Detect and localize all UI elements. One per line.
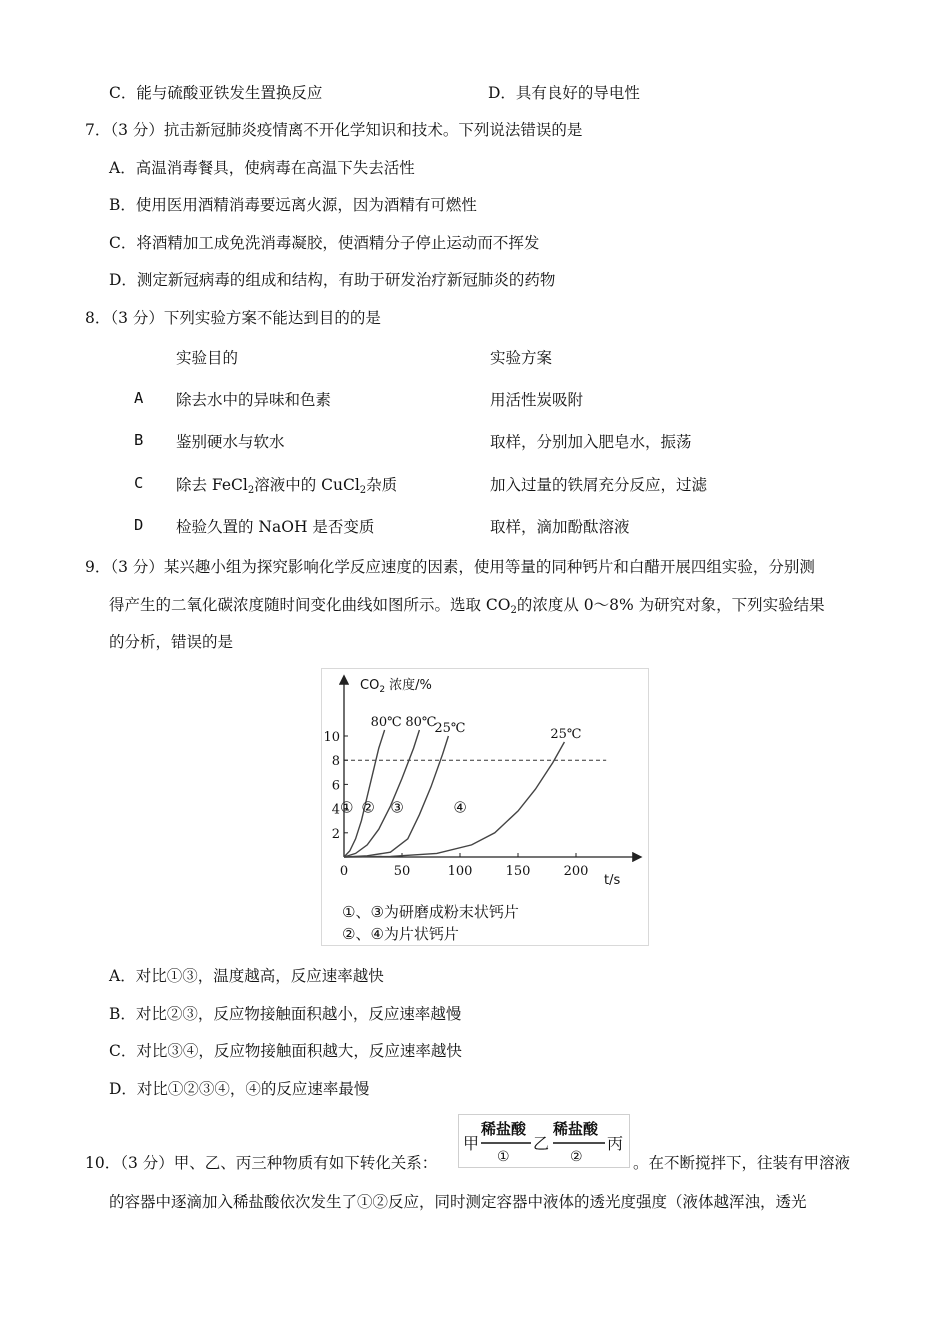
formula-jia: 甲 xyxy=(463,1134,480,1153)
y-tick-label: 2 xyxy=(331,826,340,842)
formula-bing: 丙 xyxy=(607,1134,624,1153)
q8-row-a-key: A xyxy=(134,389,144,407)
formula-reagent-1: 稀盐酸 xyxy=(481,1120,527,1138)
q9-option-d: D．对比①②③④，④的反应速率最慢 xyxy=(109,1080,370,1098)
series-line-1 xyxy=(344,730,385,857)
legend-note-1: ①、③为研磨成粉末状钙片 xyxy=(342,903,519,921)
series-temp-label-3: 25℃ xyxy=(434,721,466,736)
series-temp-label-2: 80℃ xyxy=(405,714,437,730)
q8-row-b-plan: 取样，分别加入肥皂水，振荡 xyxy=(490,433,692,451)
q8-row-d-plan: 取样，滴加酚酞溶液 xyxy=(490,518,630,536)
q8-row-b-key: B xyxy=(134,431,144,449)
q9-option-b: B．对比②③，反应物接触面积越小，反应速率越慢 xyxy=(109,1005,462,1023)
x-tick-label: 100 xyxy=(447,864,473,879)
q9-stem-line1: 9．（3 分）某兴趣小组为探究影响化学反应速度的因素，使用等量的同种钙片和白醋开展四组实验，分别测 xyxy=(85,558,815,576)
q7-stem: 7．（3 分）抗击新冠肺炎疫情离不开化学知识和技术。下列说法错误的是 xyxy=(85,121,583,139)
y-axis-label: $CO_2$ 浓度/% xyxy=(360,678,432,695)
q8-row-c-key: C xyxy=(134,474,144,492)
q9-stem-line2: 得产生的二氧化碳浓度随时间变化曲线如图所示。选取 $CO_2$的浓度从 0～8% 为研究对象，下列实验结果 xyxy=(109,596,825,616)
legend-note-2: ②、④为片状钙片 xyxy=(342,925,459,943)
chart-svg xyxy=(322,669,648,945)
q8-row-c-plan: 加入过量的铁屑充分反应，过滤 xyxy=(490,476,708,494)
series-marker-2: ② xyxy=(361,798,375,817)
q8-row-b-purpose: 鉴别硬水与软水 xyxy=(176,433,285,451)
q6-option-d: D．具有良好的导电性 xyxy=(488,84,640,102)
series-marker-3: ③ xyxy=(390,798,404,817)
q8-row-a-purpose: 除去水中的异味和色素 xyxy=(176,391,332,409)
q7-option-a: A．高温消毒餐具，使病毒在高温下失去活性 xyxy=(109,159,415,177)
q9-stem-line3: 的分析，错误的是 xyxy=(109,633,234,651)
q7-option-d: D．测定新冠病毒的组成和结构，有助于研发治疗新冠肺炎的药物 xyxy=(109,271,556,289)
q8-row-a-plan: 用活性炭吸附 xyxy=(490,391,584,409)
q8-row-c-purpose: 除去 FeCl$_2$溶液中的 CuCl$_2$杂质 xyxy=(176,476,398,496)
x-tick-label: 0 xyxy=(339,864,349,879)
q8-row-d-purpose: 检验久置的 NaOH 是否变质 xyxy=(176,518,375,536)
series-marker-1: ① xyxy=(339,798,354,817)
x-tick-label: 150 xyxy=(505,864,531,879)
formula-step-2: ② xyxy=(570,1149,583,1165)
series-temp-label-1: 80℃ xyxy=(370,714,402,730)
q9-option-c: C．对比③④，反应物接触面积越大，反应速率越快 xyxy=(109,1042,462,1060)
q10-stem-line2: 的容器中逐滴加入稀盐酸依次发生了①②反应，同时测定容器中液体的透光度强度（液体越浑浊，透光 xyxy=(109,1193,807,1211)
series-marker-4: ④ xyxy=(453,798,467,817)
q8-header-plan: 实验方案 xyxy=(490,349,553,367)
series-temp-label-4: 25℃ xyxy=(550,727,582,743)
y-tick-label: 10 xyxy=(323,730,340,745)
y-tick-label: 8 xyxy=(331,754,340,770)
formula-yi: 乙 xyxy=(533,1134,550,1153)
co2-concentration-chart xyxy=(321,668,649,946)
q8-stem: 8．（3 分）下列实验方案不能达到目的的是 xyxy=(85,309,381,327)
q6-option-c: C．能与硫酸亚铁发生置换反应 xyxy=(109,84,323,102)
x-tick-label: 200 xyxy=(563,864,589,879)
formula-svg xyxy=(459,1115,629,1167)
q10-stem-line1-post: 。在不断搅拌下，往装有甲溶液 xyxy=(633,1154,851,1172)
formula-step-1: ① xyxy=(497,1149,510,1165)
x-axis-label: t/s xyxy=(604,873,621,888)
q7-option-b: B．使用医用酒精消毒要远离火源，因为酒精有可燃性 xyxy=(109,196,477,214)
q8-header-purpose: 实验目的 xyxy=(176,349,239,367)
y-tick-label: 4 xyxy=(331,802,340,818)
q10-stem-line1-pre: 10．（3 分）甲、乙、丙三种物质有如下转化关系： xyxy=(85,1154,438,1172)
q9-option-a: A．对比①③，温度越高，反应速率越快 xyxy=(109,967,384,985)
y-tick-label: 6 xyxy=(331,778,340,794)
x-tick-label: 50 xyxy=(393,864,411,879)
series-line-3 xyxy=(344,736,448,857)
transformation-formula xyxy=(458,1114,630,1168)
q7-option-c: C．将酒精加工成免洗消毒凝胶，使酒精分子停止运动而不挥发 xyxy=(109,234,540,252)
q8-row-d-key: D xyxy=(134,516,144,534)
formula-reagent-2: 稀盐酸 xyxy=(553,1120,599,1138)
